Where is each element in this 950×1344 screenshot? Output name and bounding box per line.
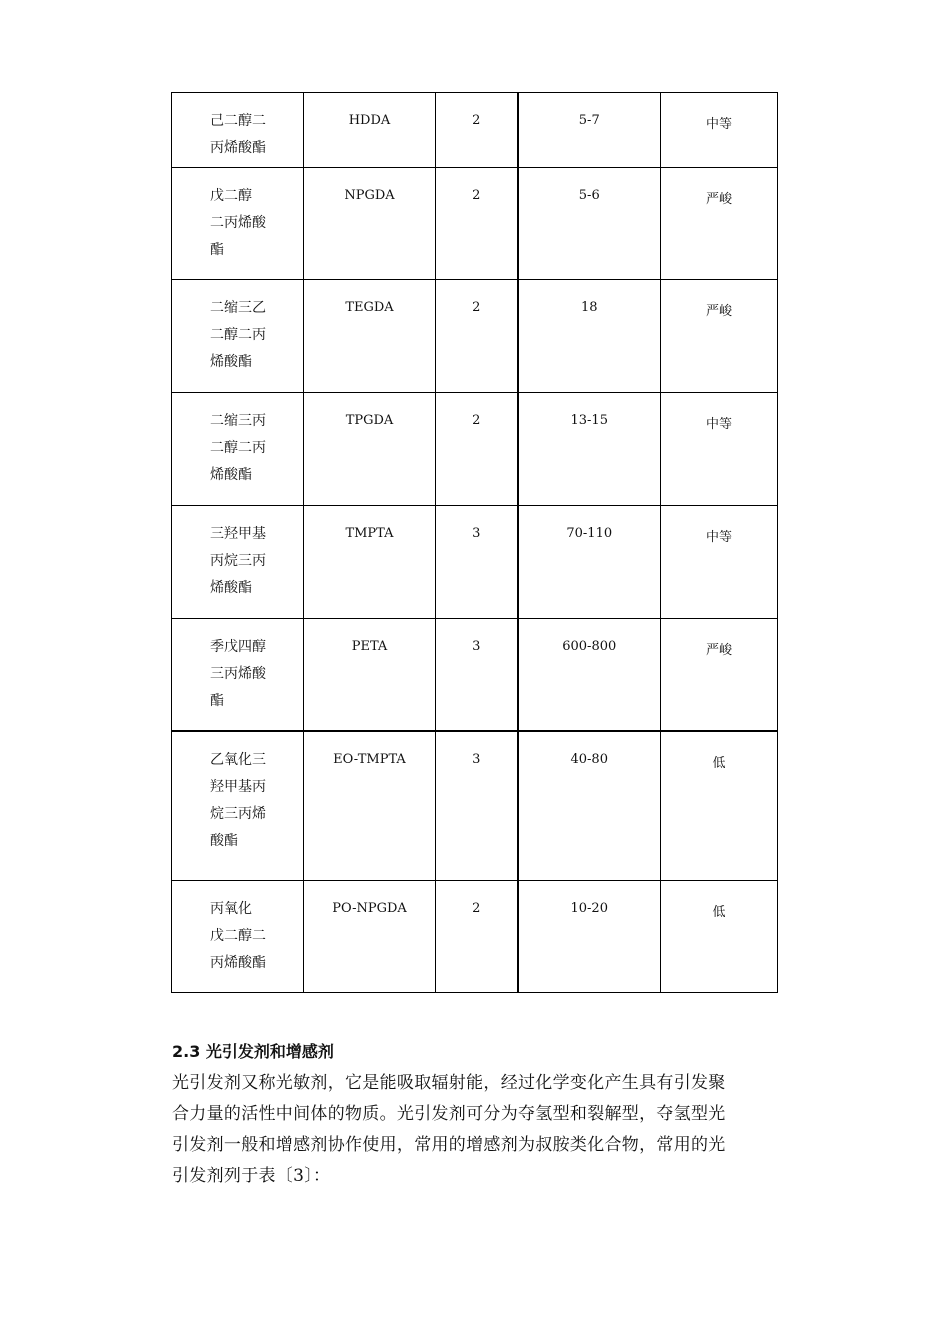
table-row xyxy=(172,881,778,993)
section-paragraph xyxy=(172,1068,792,1192)
name-line: 丙氧化 xyxy=(210,901,252,917)
section-heading: 2.3 光引发剂和增感剂 xyxy=(172,1042,334,1061)
cell-monomer-name xyxy=(172,93,304,168)
table-row xyxy=(172,280,778,393)
name-line: 二丙烯酸 xyxy=(210,215,266,231)
cell-viscosity: 40-80 xyxy=(518,731,661,881)
cell-abbreviation: HDDA xyxy=(304,93,436,168)
table-row xyxy=(172,731,778,881)
name-line: 季戊四醇 xyxy=(210,639,266,655)
paragraph-line: 合力量的活性中间体的物质。光引发剂可分为夺氢型和裂解型，夺氢型光 xyxy=(172,1104,726,1124)
cell-functionality: 2 xyxy=(436,93,518,168)
name-line: 烯酸酯 xyxy=(210,467,252,483)
cell-viscosity: 18 xyxy=(518,280,661,393)
cell-viscosity: 13-15 xyxy=(518,393,661,506)
name-line: 二醇二丙 xyxy=(210,440,266,456)
name-line: 二缩三乙 xyxy=(210,300,266,316)
cell-irritation: 低 xyxy=(661,881,778,993)
cell-monomer-name xyxy=(172,619,304,731)
cell-abbreviation: TPGDA xyxy=(304,393,436,506)
cell-viscosity: 10-20 xyxy=(518,881,661,993)
name-line: 二醇二丙 xyxy=(210,327,266,343)
name-line: 戊二醇 xyxy=(210,188,252,204)
name-line: 丙烯酸酯 xyxy=(210,140,266,156)
name-line: 己二醇二 xyxy=(210,113,266,129)
cell-irritation: 严峻 xyxy=(661,619,778,731)
cell-monomer-name xyxy=(172,168,304,280)
cell-functionality: 2 xyxy=(436,393,518,506)
table-row xyxy=(172,168,778,280)
cell-monomer-name xyxy=(172,731,304,881)
monomer-table xyxy=(171,92,778,993)
name-line: 乙氧化三 xyxy=(210,751,266,768)
name-line: 羟甲基丙 xyxy=(210,778,266,795)
cell-abbreviation: TEGDA xyxy=(304,280,436,393)
cell-abbreviation: TMPTA xyxy=(304,506,436,619)
name-line: 酯 xyxy=(210,693,224,709)
name-line: 酸酯 xyxy=(210,832,238,849)
name-line: 酯 xyxy=(210,242,224,258)
cell-functionality: 2 xyxy=(436,881,518,993)
name-line: 三丙烯酸 xyxy=(210,666,266,682)
cell-abbreviation: NPGDA xyxy=(304,168,436,280)
cell-abbreviation: PO-NPGDA xyxy=(304,881,436,993)
cell-irritation: 中等 xyxy=(661,393,778,506)
name-line: 戊二醇二 xyxy=(210,928,266,944)
cell-viscosity: 5-7 xyxy=(518,93,661,168)
cell-irritation: 低 xyxy=(661,731,778,881)
cell-viscosity: 5-6 xyxy=(518,168,661,280)
cell-irritation: 严峻 xyxy=(661,280,778,393)
cell-irritation: 中等 xyxy=(661,506,778,619)
table-row xyxy=(172,393,778,506)
table-row xyxy=(172,619,778,731)
cell-functionality: 2 xyxy=(436,280,518,393)
cell-irritation: 严峻 xyxy=(661,168,778,280)
cell-monomer-name xyxy=(172,881,304,993)
cell-monomer-name xyxy=(172,393,304,506)
cell-functionality: 3 xyxy=(436,506,518,619)
paragraph-line: 引发剂一般和增感剂协作使用，常用的增感剂为叔胺类化合物，常用的光 xyxy=(172,1135,726,1155)
name-line: 二缩三丙 xyxy=(210,413,266,429)
table-row xyxy=(172,93,778,168)
paragraph-line: 引发剂列于表〔3〕： xyxy=(172,1166,331,1186)
name-line: 烯酸酯 xyxy=(210,580,252,596)
section-2-3 xyxy=(172,1040,792,1192)
name-line: 丙烯酸酯 xyxy=(210,955,266,971)
cell-functionality: 2 xyxy=(436,168,518,280)
name-line: 烷三丙烯 xyxy=(210,805,266,822)
cell-abbreviation: PETA xyxy=(304,619,436,731)
table-row xyxy=(172,506,778,619)
name-line: 烯酸酯 xyxy=(210,354,252,370)
name-line: 丙烷三丙 xyxy=(210,553,266,569)
cell-monomer-name xyxy=(172,280,304,393)
cell-monomer-name xyxy=(172,506,304,619)
cell-irritation: 中等 xyxy=(661,93,778,168)
cell-viscosity: 70-110 xyxy=(518,506,661,619)
paragraph-line: 光引发剂又称光敏剂，它是能吸取辐射能，经过化学变化产生具有引发聚 xyxy=(172,1073,726,1093)
cell-functionality: 3 xyxy=(436,619,518,731)
cell-abbreviation: EO-TMPTA xyxy=(304,731,436,881)
cell-functionality: 3 xyxy=(436,731,518,881)
cell-viscosity: 600-800 xyxy=(518,619,661,731)
name-line: 三羟甲基 xyxy=(210,526,266,542)
